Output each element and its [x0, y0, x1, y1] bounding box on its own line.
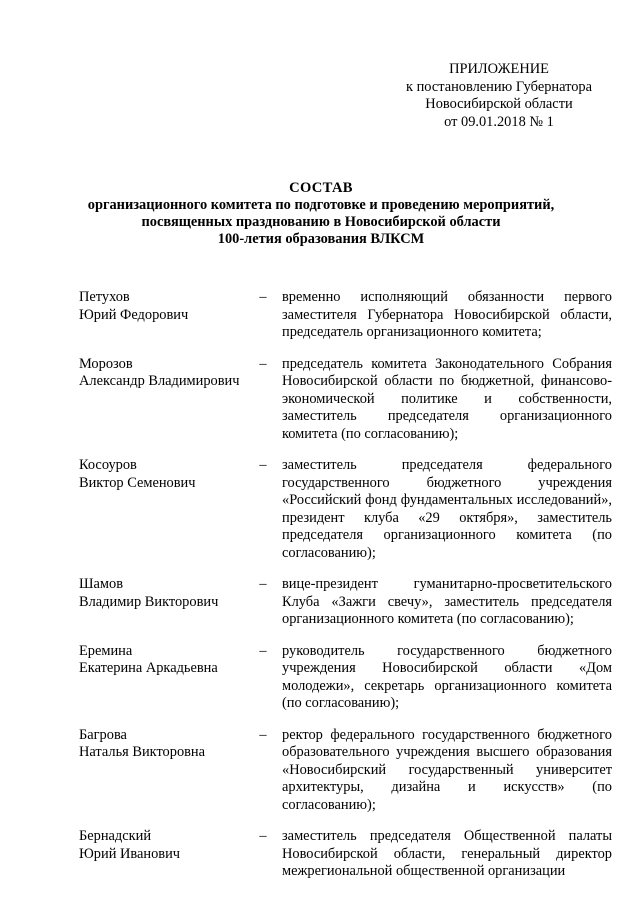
member-role: вице-президент гуманитарно-просветительского Клуба «Зажги свечу», заместитель председателя организационного комитета (по согласованию);: [282, 576, 612, 627]
heading-line: посвященных празднованию в Новосибирской области: [141, 214, 501, 230]
member-surname: Шамов: [79, 576, 124, 592]
appendix-line: к постановлению Губернатора: [406, 78, 592, 95]
member-role: временно исполняющий обязанности первого заместителя Губернатора Новосибирской области, председатель организационного комитета;: [282, 289, 612, 340]
member-given-name: Екатерина Аркадьевна: [79, 660, 218, 676]
member-name: [79, 828, 254, 863]
member-surname: Косоуров: [79, 457, 137, 473]
member-entry: [79, 289, 614, 342]
heading-line: организационного комитета по подготовке и проведению мероприятий,: [87, 197, 555, 213]
member-surname: Петухов: [79, 289, 130, 305]
member-given-name: Юрий Федорович: [79, 306, 189, 323]
document-title: СОСТАВ: [289, 180, 353, 196]
member-entry: [79, 356, 614, 444]
member-given-name: Владимир Викторович: [79, 593, 219, 610]
member-surname: Морозов: [79, 355, 133, 372]
heading-line: 100-летия образования ВЛКСМ: [217, 231, 425, 247]
appendix-line: Новосибирской области: [425, 96, 573, 112]
member-name: [79, 289, 254, 324]
appendix-block: [380, 61, 618, 131]
member-entry: [79, 576, 614, 629]
dash-separator: –: [259, 457, 267, 473]
member-role: заместитель председателя Общественной палаты Новосибирской области, генеральный директор межрегиональной общественной организации: [282, 828, 612, 879]
dash-separator: –: [259, 726, 267, 743]
dash-separator: –: [259, 642, 267, 659]
member-given-name: Александр Владимирович: [79, 373, 240, 389]
member-given-name: Юрий Иванович: [79, 845, 181, 862]
member-role: председатель комитета Законодательного Собрания Новосибирской области по бюджетной, финансово-экономической политике и собственности, заместитель председателя организационного комитета (по согласованию);: [282, 355, 612, 442]
member-name: [79, 576, 254, 611]
member-given-name: Наталья Викторовна: [79, 744, 206, 760]
member-given-name: Виктор Семенович: [79, 474, 196, 491]
appendix-date: от 09.01.2018 № 1: [444, 113, 554, 130]
member-name: [79, 643, 254, 678]
dash-separator: –: [259, 289, 267, 305]
member-role: руководитель государственного бюджетного учреждения Новосибирской области «Дом молодежи», секретарь организационного комитета (по согласованию);: [282, 642, 612, 711]
member-entry: [79, 643, 614, 713]
member-surname: Еремина: [79, 642, 133, 659]
member-surname: Бернадский: [79, 828, 152, 844]
member-name: [79, 356, 254, 391]
appendix-title: ПРИЛОЖЕНИЕ: [449, 61, 549, 77]
document-heading: [60, 180, 582, 248]
member-entry: [79, 828, 614, 881]
member-role: заместитель председателя федерального государственного бюджетного учреждения «Российский фонд фундаментальных исследований», президент клуба «29 октября», заместитель председателя организационного комитета (по согласованию);: [282, 457, 612, 561]
member-role: ректор федерального государственного бюджетного образовательного учреждения высшего образования «Новосибирский государственный университет архитектуры, дизайна и искусств» (по согласованию);: [282, 726, 612, 813]
member-name: [79, 727, 254, 762]
member-name: [79, 457, 254, 492]
members-list: [79, 289, 614, 895]
member-surname: Багрова: [79, 726, 127, 743]
member-entry: [79, 727, 614, 815]
dash-separator: –: [259, 355, 267, 372]
dash-separator: –: [259, 576, 267, 592]
dash-separator: –: [259, 828, 267, 844]
member-entry: [79, 457, 614, 562]
